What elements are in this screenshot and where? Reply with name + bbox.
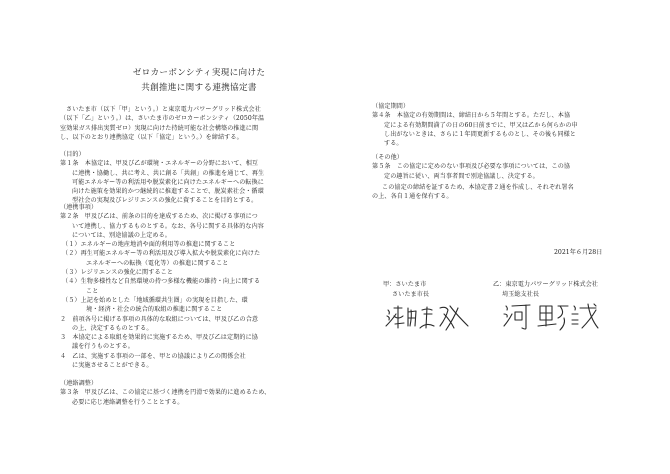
list-item: （４）生物多様性など自然環境の持つ多様な機能の維持・向上に関する (62, 278, 261, 286)
article-line: いて連携し、協力するものとする。なお、各号に関する具体的な内容 (72, 222, 265, 230)
list-item: 境・経済・社会の統合的取組の推進に関すること (86, 306, 223, 314)
article-heading: （協定期間） (372, 103, 410, 110)
article-line: 第５条 この協定に定めのない事項及び必要な事項については、この協 (372, 163, 571, 171)
article-paragraph: ４ 乙は、実施する事項の一部を、甲との協議により乙の関係会社 (60, 352, 246, 360)
article-5 (372, 153, 640, 181)
article-3 (60, 379, 350, 407)
article-heading: （目的） (60, 151, 85, 158)
title-line-2: 共創推進に関する連携協定書 (141, 83, 257, 93)
preamble-line: さいたま市（以下「甲」という。）と東京電力パワーグリッド株式会社 (66, 106, 261, 113)
list-item: （２）再生可能エネルギー等の利活用及び導入拡大や脱炭素化に向けた (62, 250, 261, 258)
article-1 (60, 150, 338, 206)
article-heading: （連携事項） (60, 204, 98, 211)
article-line: 型社会の実現及びレジリエンスの強化に資することを目的とする。 (72, 197, 258, 205)
party-b-block (493, 280, 598, 300)
party-b-title: 埼玉総支社長 (502, 291, 540, 298)
list-item: （１）エネルギーの地産地消や面的利用等の推進に関すること (62, 241, 236, 249)
party-a-signature (384, 302, 472, 332)
article-heading: （その他） (372, 154, 403, 161)
closing-line: の上、各自１通を保有する。 (372, 193, 453, 201)
article-line: 定の趣旨に従い、両当事者間で別途協議し、決定する。 (384, 172, 539, 180)
article-2 (60, 203, 338, 370)
preamble-line: し、以下のとおり連携協定（以下「協定」という。）を締結する。 (60, 133, 243, 141)
party-b-signature (500, 300, 600, 332)
list-item: （３）レジリエンスの強化に関すること (62, 269, 174, 277)
party-a-block (383, 280, 429, 300)
article-paragraph: に実施させることができる。 (72, 362, 153, 370)
party-b-name: 乙：東京電力パワーグリッド株式会社 (493, 281, 598, 288)
list-item: エネルギーへの転換（電化等）の推進に関すること (86, 259, 229, 267)
article-line: する。 (384, 140, 403, 148)
preamble-line: 室効果ガス排出実質ゼロ）実現に向けた持続可能な社会構築の推進に関 (60, 124, 259, 132)
article-line: 必要に応じ連絡調整を行うこととする。 (72, 398, 184, 406)
title-line-1: ゼロカーボンシティ実現に向けた (132, 68, 266, 78)
closing-statement (372, 183, 640, 202)
article-heading: （連絡調整） (60, 380, 98, 387)
article-line: に連携・協働し、共に考え、共に創る「共創」の推進を通じて、再生 (72, 169, 265, 177)
article-4 (372, 102, 640, 148)
party-a-name: 甲：さいたま市 (383, 281, 427, 288)
article-paragraph: の上、決定するものとする。 (72, 324, 153, 332)
article-line: 第３条 甲及び乙は、この協定に基づく連携を円滑で効果的に進めるため、 (60, 389, 271, 397)
article-line: 第４条 本協定の有効期間は、締結日から５年間とする。ただし、本協 (372, 112, 571, 120)
closing-line: この協定の締結を証するため、本協定書２通を作成し、それぞれ署名 (382, 184, 574, 191)
article-line: 向けた施策を効果的かつ継続的に推進することで、脱炭素社会・循環 (72, 188, 264, 196)
preamble (60, 105, 338, 142)
list-item: こと (86, 287, 99, 295)
list-item: （５）上記を始めとした「地域循環共生圏」の実現を目指した、環 (62, 296, 248, 304)
article-line: 可能エネルギー等の利活用や脱炭素化に向けたエネルギーへの転換に (72, 178, 265, 186)
article-paragraph: ３ 本協定による取組を効果的に実施するため、甲及び乙は定期的に協 (60, 334, 258, 342)
preamble-line: （以下「乙」という。）は、さいたま市のゼロカーボンシティ（2050年温 (60, 115, 265, 123)
article-line: 第１条 本協定は、甲及び乙が環境・エネルギーの分野において、相互 (60, 160, 259, 168)
party-a-title: さいたま市長 (392, 291, 430, 298)
article-line: については、別途協議の上定める。 (72, 231, 171, 239)
article-line: し出がないときは、さらに１年間更新するものとし、その後も同様と (384, 130, 577, 138)
article-paragraph: ２ 前項各号に掲げる事項の具体的な取組については、甲及び乙の合意 (60, 315, 259, 323)
article-paragraph: 議を行うものとする。 (72, 343, 134, 351)
article-line: 定による有効期間満了の日の60日前までに、甲又は乙から何らかの申 (384, 121, 578, 129)
article-line: 第２条 甲及び乙は、前条の目的を達成するため、次に掲げる事項につ (60, 213, 258, 221)
agreement-date: 2021年６月28日 (554, 249, 603, 256)
